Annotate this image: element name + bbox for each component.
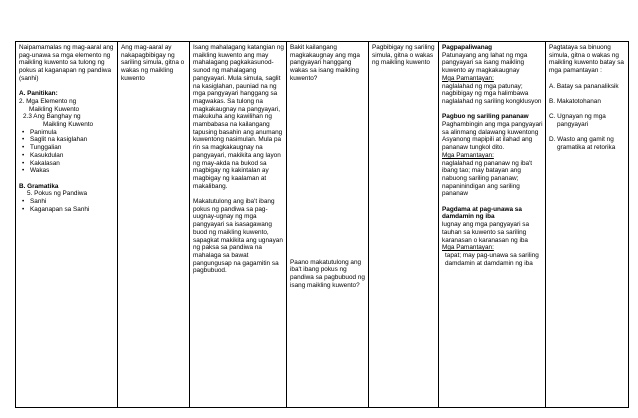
- learning-plan-cell: [546, 42, 629, 408]
- criteria-item: A. Batay sa pananaliksik: [549, 82, 619, 90]
- item-2-line1: 2. Mga Elemento ng: [19, 97, 77, 105]
- curriculum-table: [15, 41, 629, 408]
- facet-heading-1: Pagpapaliwanag: [442, 44, 493, 51]
- criteria-item: C. Ugnayan ng mga pangyayari: [549, 113, 606, 128]
- list-item: • Tunggalian: [19, 144, 115, 152]
- performance-standard-text: Ang mag-aaral ay nakapagbibigay ng sariling simula, gitna o wakas ng maikling kuwento: [121, 44, 185, 82]
- content-standard-cell: [16, 42, 118, 408]
- list-item: • Saglit na kasiglahan: [19, 136, 115, 144]
- essential-question-2: Paano makatutulong ang iba't ibang pokus ng pandiwa sa pagbubuod ng isang maikling kuwento?: [290, 258, 365, 289]
- learning-plan-intro: Pagtataya sa binuong simula, gitna o wakas ng maikling kuwento batay sa mga pamantayan :: [549, 44, 624, 75]
- list-item: • Kaganapan sa Sanhi: [19, 206, 115, 214]
- essential-question-cell: [287, 42, 369, 408]
- plot-parts-list: [19, 129, 115, 175]
- list-item: • Kasukdulan: [19, 152, 115, 160]
- criteria-item: D. Wasto ang gamit ng gramatika at retorika: [549, 136, 616, 152]
- item-23-line1: 2.3 Ang Banghay ng: [23, 113, 81, 121]
- criteria-text-1: naglalahad ng mga patunay; nagbibigay ng mga halimbawa naglalahad ng sariling kongklusyon: [442, 82, 542, 105]
- facet-text-1: Patunayang ang lahat ng mga pangyayari sa isang maikling kuwento ay magkakaugnay: [442, 51, 528, 75]
- product-cell: [369, 42, 439, 408]
- essential-question-1: Bakit kailangang magkakaugnay ang mga pangyayari hanggang wakas sa isang maikling kuwento?: [290, 44, 360, 82]
- table-row: [16, 42, 629, 408]
- list-item: • Wakas: [19, 167, 115, 175]
- facet-heading-2: Pagbuo ng sariling pananaw: [442, 113, 529, 121]
- criteria-text-2: naglalahad ng pananaw ng iba't ibang tao; may batayan ang nabuong sariling pananaw; napaninindigan ang sariling pananaw: [442, 159, 533, 198]
- facet-text-2: Paghambingin ang mga pangyayari sa alinmang dalawang kuwentong Asyanong mapipili at ilahad ang pananaw tungkol dito.: [442, 121, 543, 152]
- criteria-label-2: Mga Pamantayan:: [442, 151, 494, 159]
- list-item: • Kakalasan: [19, 160, 115, 168]
- assessment-cell: [439, 42, 546, 408]
- list-item: • Panimula: [19, 129, 115, 137]
- understanding-cell: [190, 42, 287, 408]
- item-23-line2: Maikling Kuwento: [43, 121, 94, 129]
- content-standard-text: Naipamamalas ng mag-aaral ang pag-unawa sa mga elemento ng maikling kuwento sa tulong ng pokus at kaganapan ng pandiwa (sanhi): [19, 44, 114, 82]
- criteria-text-3: tapat; may pag-unawa sa sariling damdamin at damdamin ng iba: [445, 251, 539, 267]
- item-2-line2: Maikling Kuwento: [29, 105, 80, 113]
- criteria-label-3: Mga Pamantayan:: [442, 244, 494, 252]
- performance-standard-cell: [118, 42, 190, 408]
- criteria-label-1: Mga Pamantayan:: [442, 74, 494, 82]
- understanding-text-2: Makatutulong ang iba't ibang pokus ng pandiwa sa pag-uugnay-ugnay ng mga pangyayari sa isasagawang buod ng maikling kuwento, sapagkat makikita ang ugnayan ng paksa sa pandiwa na mahalaga sa bawat pangungusap na gagamitin sa pagbubuod.: [193, 198, 283, 275]
- item-5: 5. Pokus ng Pandiwa: [27, 190, 88, 198]
- pokus-list: [19, 198, 115, 213]
- criteria-item: B. Makatotohanan: [549, 97, 601, 105]
- product-text: Pagbibigay ng sariling simula, gitna o wakas ng maikling kuwento: [372, 44, 435, 67]
- understanding-text: Isang mahalagang katangian ng maikling kuwento ang may mahalagang pagkakasunod-sunod ng mahalagang pangyayari. Mula simula, saglit na kasiglahan, pauniad na ng mga pangyayari hanggang sa magwakas. Sa tulong na magkakaugnay na pangyayari, makukuha ang kawilihan ng mambabasa na kailangang tapusing basahin ang anumang kuwentong nasimulan. Mula pa rin sa magkakaugnay na pangyayari, makikita ang layon ng may-akda na bukod sa magbigay ng kakintalan ay magbigay ng kaalaman at makalibang.: [193, 44, 284, 190]
- facet-text-3: lugnay ang mga pangyayari sa tauhan sa kuwento sa sariling karanasan o karanasan ng iba: [442, 221, 530, 244]
- facet-heading-3: Pagdama at pag-unawa sa damdamin ng iba: [442, 205, 522, 221]
- section-a-heading: A. Panitikan:: [19, 90, 58, 98]
- section-b-heading: B. Gramatika: [19, 182, 59, 190]
- list-item: • Sanhi: [19, 198, 115, 206]
